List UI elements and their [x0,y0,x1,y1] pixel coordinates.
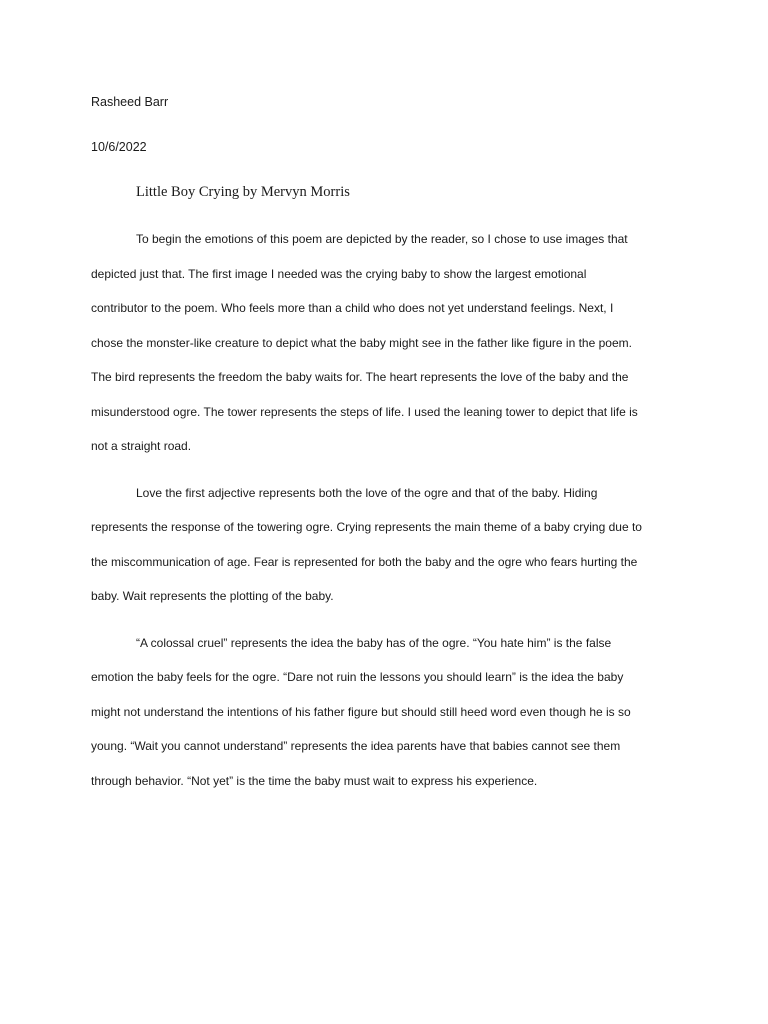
paragraph-line: young. “Wait you cannot understand” represents the idea parents have that babies cannot see them [91,739,621,753]
paragraph-line: baby. Wait represents the plotting of the baby. [91,589,334,603]
paragraph-line: Love the first adjective represents both the love of the ogre and that of the baby. Hiding [136,485,598,500]
paragraph-line: the miscommunication of age. Fear is represented for both the baby and the ogre who fears hurting the [91,554,638,569]
paragraph-2 [91,481,684,619]
document-date: 10/6/2022 [91,140,147,154]
paragraph-line: To begin the emotions of this poem are depicted by the reader, so I chose to use images that [136,232,628,246]
paragraph-line: depicted just that. The first image I needed was the crying baby to show the largest emotional [91,266,587,281]
paragraph-line: might not understand the intentions of his father figure but should still heed word even though he is so [91,704,631,719]
paragraph-line: not a straight road. [91,439,192,453]
essay-body [91,227,684,803]
paragraph-line: “A colossal cruel” represents the idea the baby has of the ogre. “You hate him” is the false [136,635,612,650]
essay-title: Little Boy Crying by Mervyn Morris [136,184,350,200]
paragraph-line: represents the response of the towering ogre. Crying represents the main theme of a baby crying due to [91,520,642,534]
paragraph-3 [91,631,684,804]
paragraph-line: through behavior. “Not yet” is the time the baby must wait to express his experience. [91,773,538,788]
paragraph-line: The bird represents the freedom the baby waits for. The heart represents the love of the baby and the [91,370,629,384]
paragraph-line: contributor to the poem. Who feels more than a child who does not yet understand feelings. Next, I [91,301,614,315]
paragraph-1 [91,227,684,469]
paragraph-line: emotion the baby feels for the ogre. “Dare not ruin the lessons you should learn” is the idea the baby [91,670,624,684]
author-name: Rasheed Barr [91,95,169,109]
paragraph-line: chose the monster-like creature to depict what the baby might see in the father like figure in the poem. [91,335,632,350]
paragraph-line: misunderstood ogre. The tower represents the steps of life. I used the leaning tower to depict that life is [91,404,638,419]
